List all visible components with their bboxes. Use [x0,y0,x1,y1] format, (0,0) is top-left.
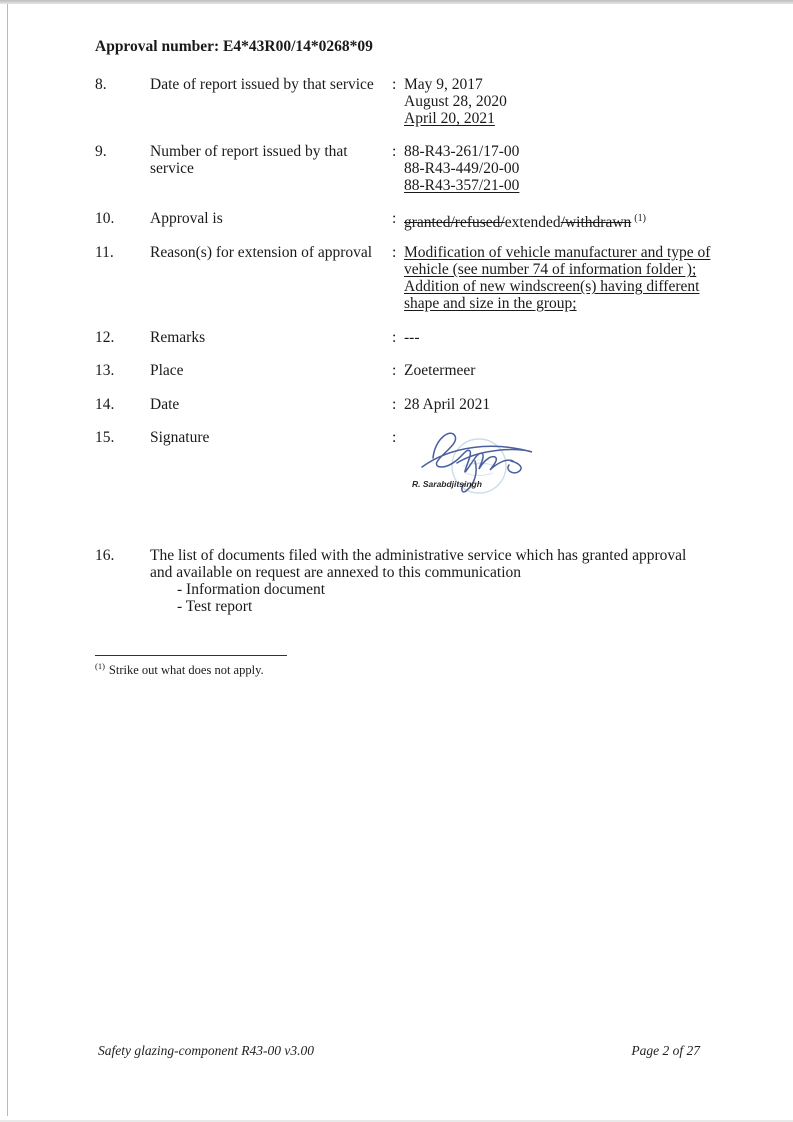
item-9-number: 9. [95,143,107,160]
approval-number-heading: Approval number: E4*43R00/14*0268*09 [95,38,373,55]
item-10-colon: : [392,210,397,227]
report-date-3: April 20, 2021 [404,110,495,127]
approval-status-struck-2: /withdrawn [560,214,632,232]
item-13-label: Place [150,362,184,379]
item-8-label: Date of report issued by that service [150,76,374,93]
item-14-colon: : [392,396,397,413]
report-date-1: May 9, 2017 [404,76,483,93]
extension-reason-2: vehicle (see number 74 of information folder ); [404,261,697,278]
place-value: Zoetermeer [404,362,476,379]
footer-page-number: Page 2 of 27 [631,1043,700,1058]
item-10-label: Approval is [150,210,223,227]
item-10-number: 10. [95,210,115,227]
document-bullet-1: - Information document [177,581,326,598]
extension-reason-1: Modification of vehicle manufacturer and type of [404,244,711,261]
footnote-marker: (1) [95,661,105,671]
scan-edge-top [0,0,793,4]
item-11-colon: : [392,244,397,261]
report-number-1: 88-R43-261/17-00 [404,143,520,160]
item-15-number: 15. [95,429,115,446]
item-15-label: Signature [150,429,210,446]
item-8-colon: : [392,76,397,93]
report-date-2: August 28, 2020 [404,93,507,110]
report-number-3: 88-R43-357/21-00 [404,177,520,194]
footer-document-version: Safety glazing-component R43-00 v3.00 [98,1043,314,1058]
item-16-text-block [150,547,698,615]
scan-edge-left [7,4,8,1116]
item-11-label: Reason(s) for extension of approval [150,244,373,261]
date-value: 28 April 2021 [404,396,491,413]
item-8-number: 8. [95,76,107,93]
extension-reason-3: Addition of new windscreen(s) having different [404,278,700,295]
item-9-label: Number of report issued by that service [150,143,348,177]
documents-list-text: The list of documents filed with the administrative service which has granted approval and available on request are annexed to this communication [150,547,687,581]
approval-status-extended: extended [504,214,561,232]
item-11-value [404,244,714,312]
footnote-reference: (1) [634,213,646,224]
item-16-number: 16. [95,547,115,564]
item-15-colon: : [392,429,397,446]
item-8-value [404,76,714,127]
footnote [95,661,264,678]
item-10-value [404,210,714,231]
extension-reason-4: shape and size in the group; [404,295,577,312]
item-12-number: 12. [95,329,115,346]
item-11-number: 11. [95,244,114,261]
footnote-text: Strike out what does not apply. [108,663,264,678]
item-9-colon: : [392,143,397,160]
remarks-value: --- [404,329,420,346]
footnote-divider [95,655,287,656]
item-14-number: 14. [95,396,115,413]
item-13-number: 13. [95,362,115,379]
item-13-colon: : [392,362,397,379]
approval-status-struck-1: granted/refused/ [404,214,505,232]
item-14-label: Date [150,396,180,413]
item-12-label: Remarks [150,329,206,346]
item-9-value [404,143,714,194]
document-bullet-2: - Test report [177,598,253,615]
item-12-colon: : [392,329,397,346]
signatory-name: R. Sarabdjitsingh [412,479,482,489]
report-number-2: 88-R43-449/20-00 [404,160,520,177]
